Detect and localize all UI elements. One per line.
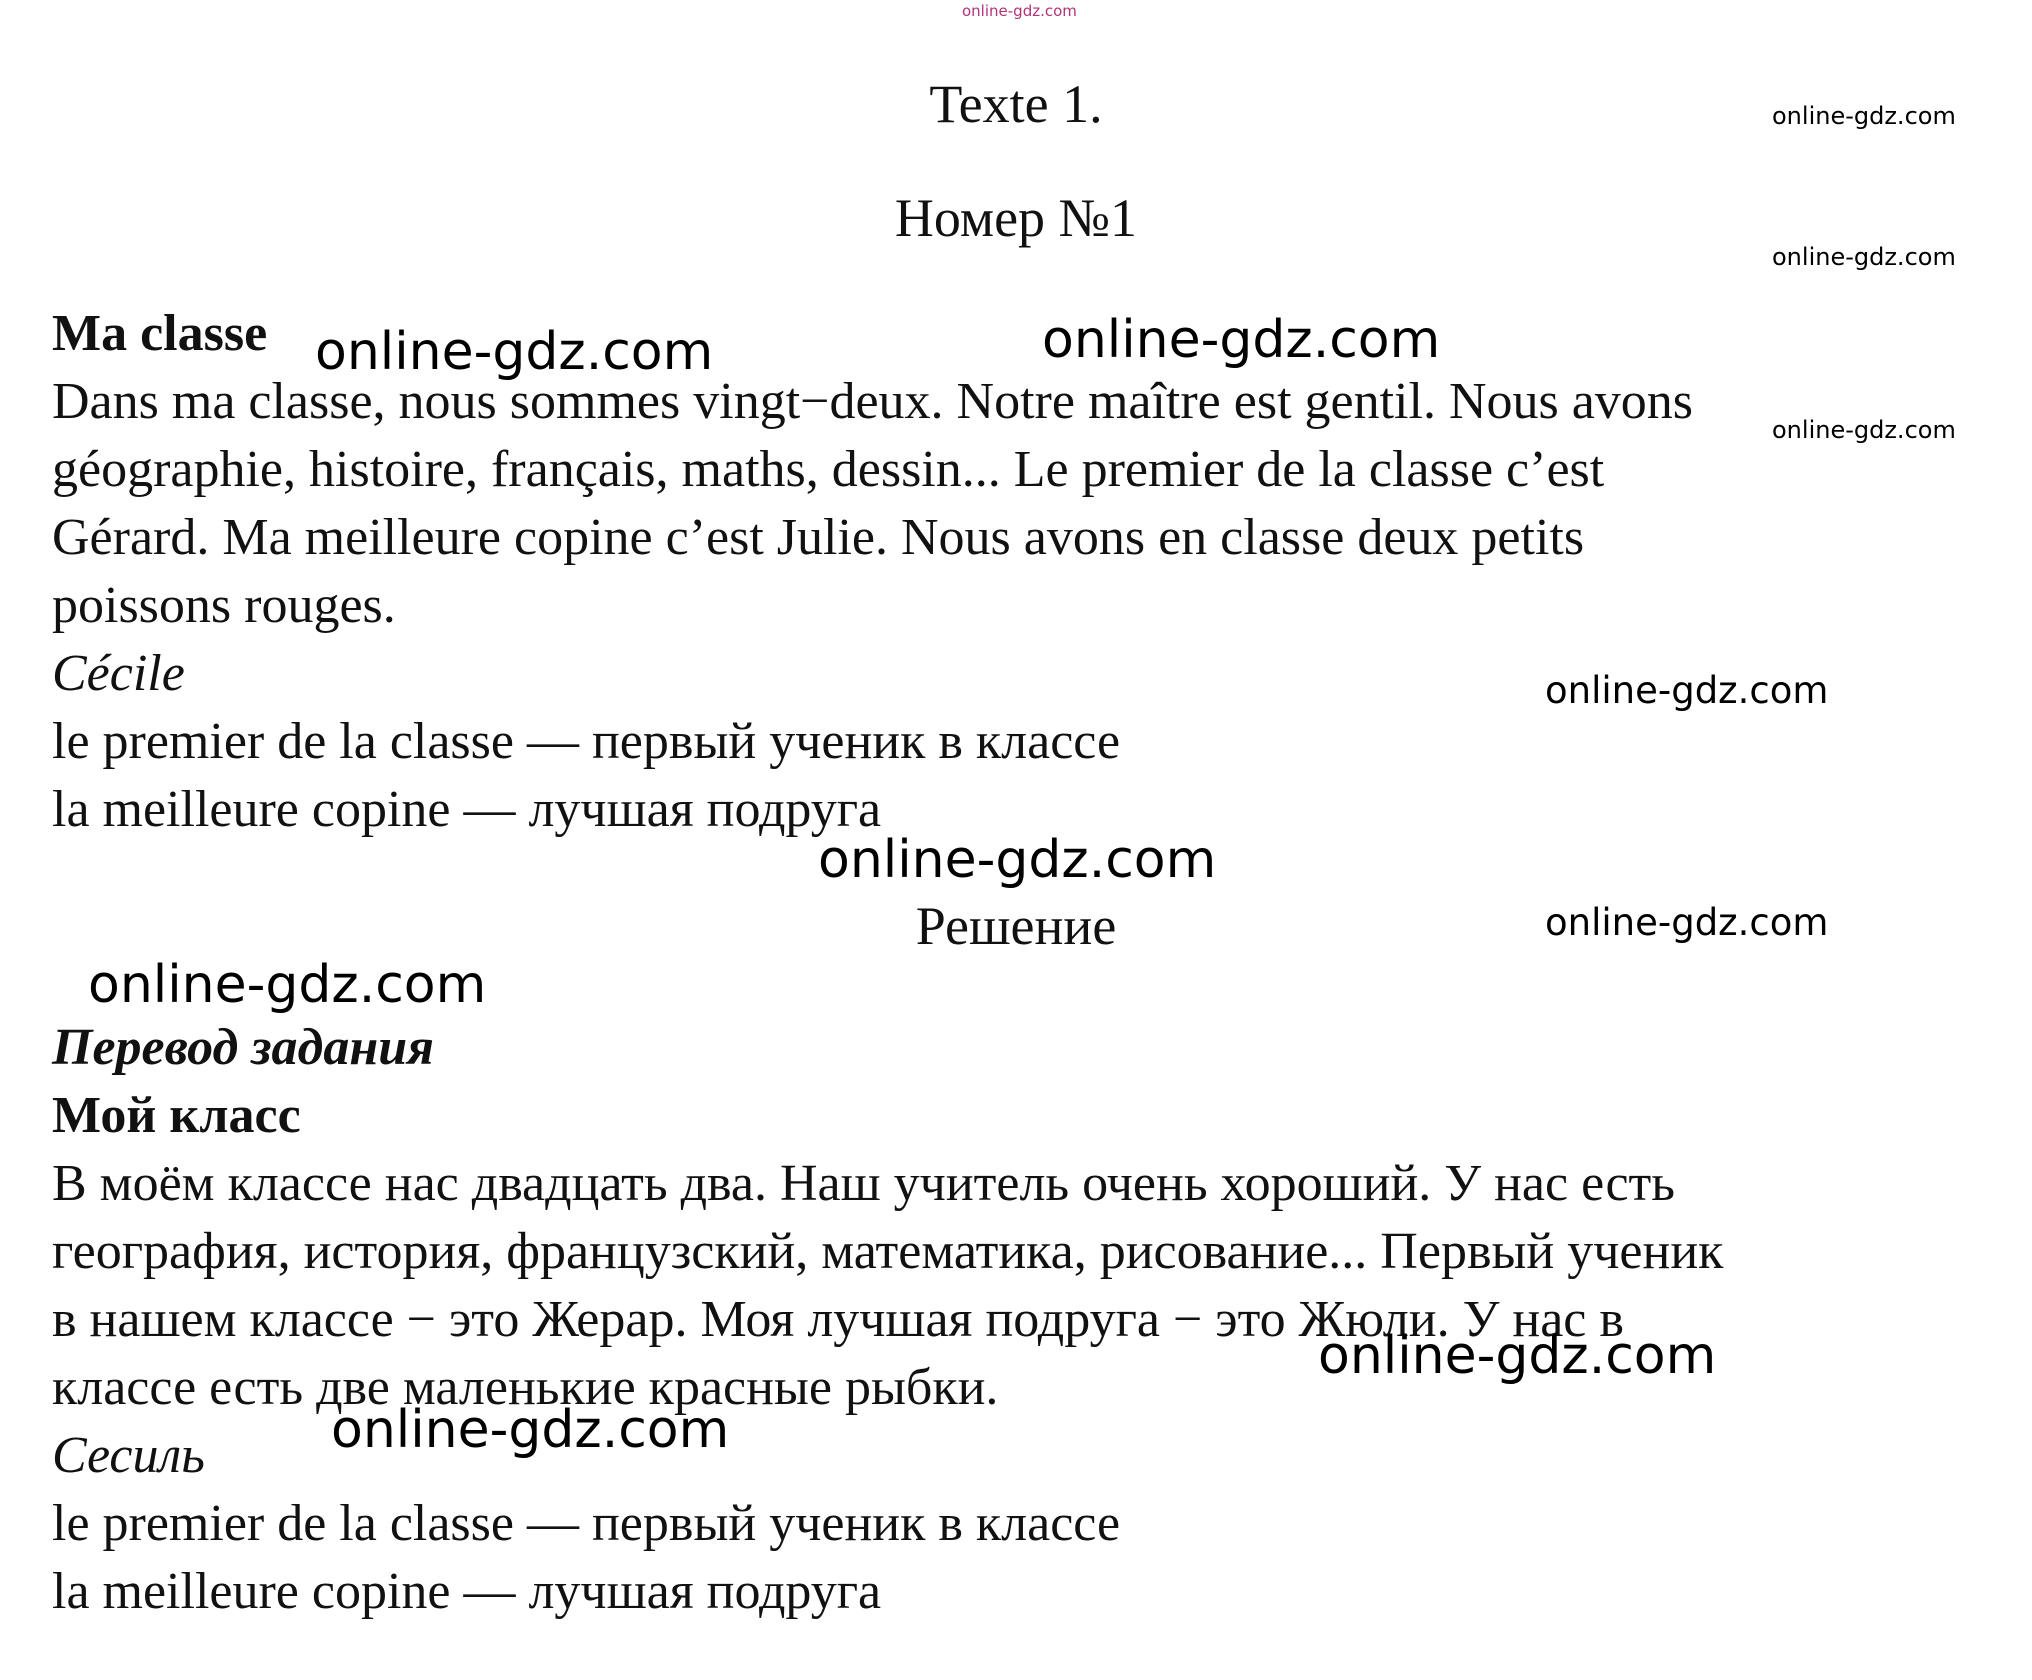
watermark-10: online-gdz.com [1318,1326,1717,1386]
watermark-5: online-gdz.com [1772,416,1956,444]
watermark-8: online-gdz.com [1545,901,1829,944]
translation-heading: Мой класс [52,1087,301,1144]
solution-heading: Решение [915,896,1117,956]
translation-vocab-2: la meilleure copine — лучшая подруга [52,1563,882,1620]
original-vocab-1: le premier de la classe — первый ученик в классе [52,713,1121,770]
translation-vocab-1: le premier de la classe — первый ученик в классе [52,1495,1121,1552]
translation-label: Перевод задания [52,1019,434,1076]
watermark-9: online-gdz.com [88,955,487,1015]
top-watermark: online-gdz.com [962,2,1077,20]
original-line-2: géographie, histoire, français, maths, dessin... Le premier de la classe c’est [52,441,1605,498]
translation-line-2: география, история, французский, математика, рисование... Первый ученик [52,1223,1724,1280]
watermark-3: online-gdz.com [315,322,714,382]
original-line-3: Gérard. Ma meilleure copine c’est Julie. Nous avons en classe deux petits [52,509,1585,566]
watermark-4: online-gdz.com [1042,310,1441,370]
original-line-4: poissons rouges. [52,577,396,634]
translation-line-3: в нашем классе − это Жерар. Моя лучшая подруга − это Жюли. У нас в [52,1291,1624,1348]
exercise-number: Номер №1 [894,188,1138,248]
original-heading: Ma classe [52,305,268,362]
translation-line-1: В моём классе нас двадцать два. Наш учитель очень хороший. У нас есть [52,1155,1675,1212]
watermark-1: online-gdz.com [1772,102,1956,130]
watermark-7: online-gdz.com [818,830,1217,890]
original-vocab-2: la meilleure copine — лучшая подруга [52,781,882,838]
original-author: Cécile [52,645,185,702]
translation-block [52,1014,1992,1626]
watermark-2: online-gdz.com [1772,243,1956,271]
watermark-11: online-gdz.com [331,1400,730,1460]
watermark-6: online-gdz.com [1545,669,1829,712]
translation-author: Сесиль [52,1427,205,1484]
translation-line-4: классе есть две маленькие красные рыбки. [52,1359,999,1416]
page-title: Texte 1. [929,74,1103,134]
original-line-1: Dans ma classe, nous sommes vingt−deux. Notre maître est gentil. Nous avons [52,373,1694,430]
